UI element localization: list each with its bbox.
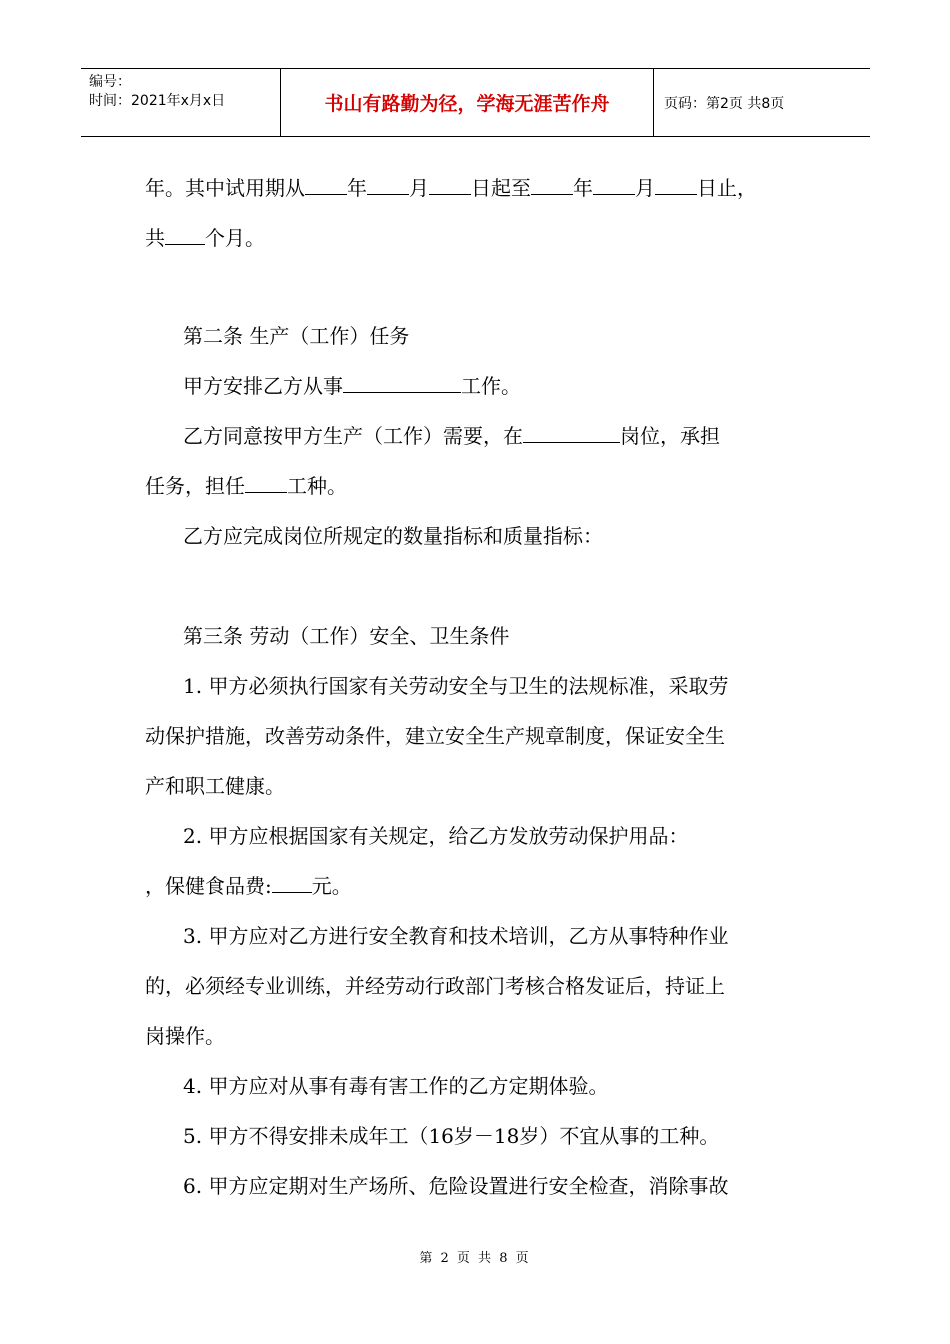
document-number-label: 编号： xyxy=(89,74,131,90)
header-page-info: 页码：第2页 共8页 xyxy=(664,95,785,112)
paragraph-line: 岗操作。 xyxy=(145,1024,225,1048)
page-footer: 第 2 页 共 8 页 xyxy=(419,1251,531,1266)
header-meta xyxy=(81,69,281,136)
paragraph-line: 乙方应完成岗位所规定的数量指标和质量指标： xyxy=(183,524,603,548)
section-2-title: 第二条 生产（工作）任务 xyxy=(183,324,410,348)
paragraph-line: 1. 甲方必须执行国家有关劳动安全与卫生的法规标准，采取劳 xyxy=(183,674,729,698)
blank-field xyxy=(272,874,312,893)
blank-field xyxy=(593,176,635,195)
paragraph-line: 2. 甲方应根据国家有关规定，给乙方发放劳动保护用品： xyxy=(183,824,689,848)
blank-field xyxy=(343,374,461,393)
blank-field xyxy=(245,474,287,493)
section-3-title: 第三条 劳动（工作）安全、卫生条件 xyxy=(183,624,510,648)
blank-field xyxy=(429,176,471,195)
blank-field xyxy=(523,424,620,443)
paragraph-line: 的，必须经专业训练，并经劳动行政部门考核合格发证后，持证上 xyxy=(145,974,725,998)
blank-field xyxy=(305,176,347,195)
paragraph-line: 甲方安排乙方从事 工作。 xyxy=(183,374,521,398)
blank-field xyxy=(531,176,573,195)
header-motto: 书山有路勤为径，学海无涯苦作舟 xyxy=(281,69,654,136)
paragraph-line: ，保健食品费: 元。 xyxy=(145,874,352,898)
blank-field xyxy=(367,176,409,195)
paragraph-line: 3. 甲方应对乙方进行安全教育和技术培训，乙方从事特种作业 xyxy=(183,924,729,948)
paragraph-line: 动保护措施，改善劳动条件，建立安全生产规章制度，保证安全生 xyxy=(145,724,725,748)
blank-field xyxy=(165,226,205,245)
paragraph-line: 产和职工健康。 xyxy=(145,774,285,798)
paragraph-line: 共 个月。 xyxy=(145,226,265,250)
paragraph-line: 6. 甲方应定期对生产场所、危险设置进行安全检查，消除事故 xyxy=(183,1174,729,1198)
page-header xyxy=(81,68,870,137)
paragraph-line: 年。其中试用期从 年 月 日起至 年 月 日止， xyxy=(145,176,757,200)
document-date-label: 时间：2021年x月x日 xyxy=(89,93,226,109)
blank-field xyxy=(655,176,697,195)
paragraph-line: 5. 甲方不得安排未成年工（16岁－18岁）不宜从事的工种。 xyxy=(183,1124,720,1148)
paragraph-line: 任务，担任 工种。 xyxy=(145,474,347,498)
paragraph-line: 乙方同意按甲方生产（工作）需要，在 岗位，承担 xyxy=(183,424,720,448)
paragraph-line: 4. 甲方应对从事有毒有害工作的乙方定期体验。 xyxy=(183,1074,609,1098)
